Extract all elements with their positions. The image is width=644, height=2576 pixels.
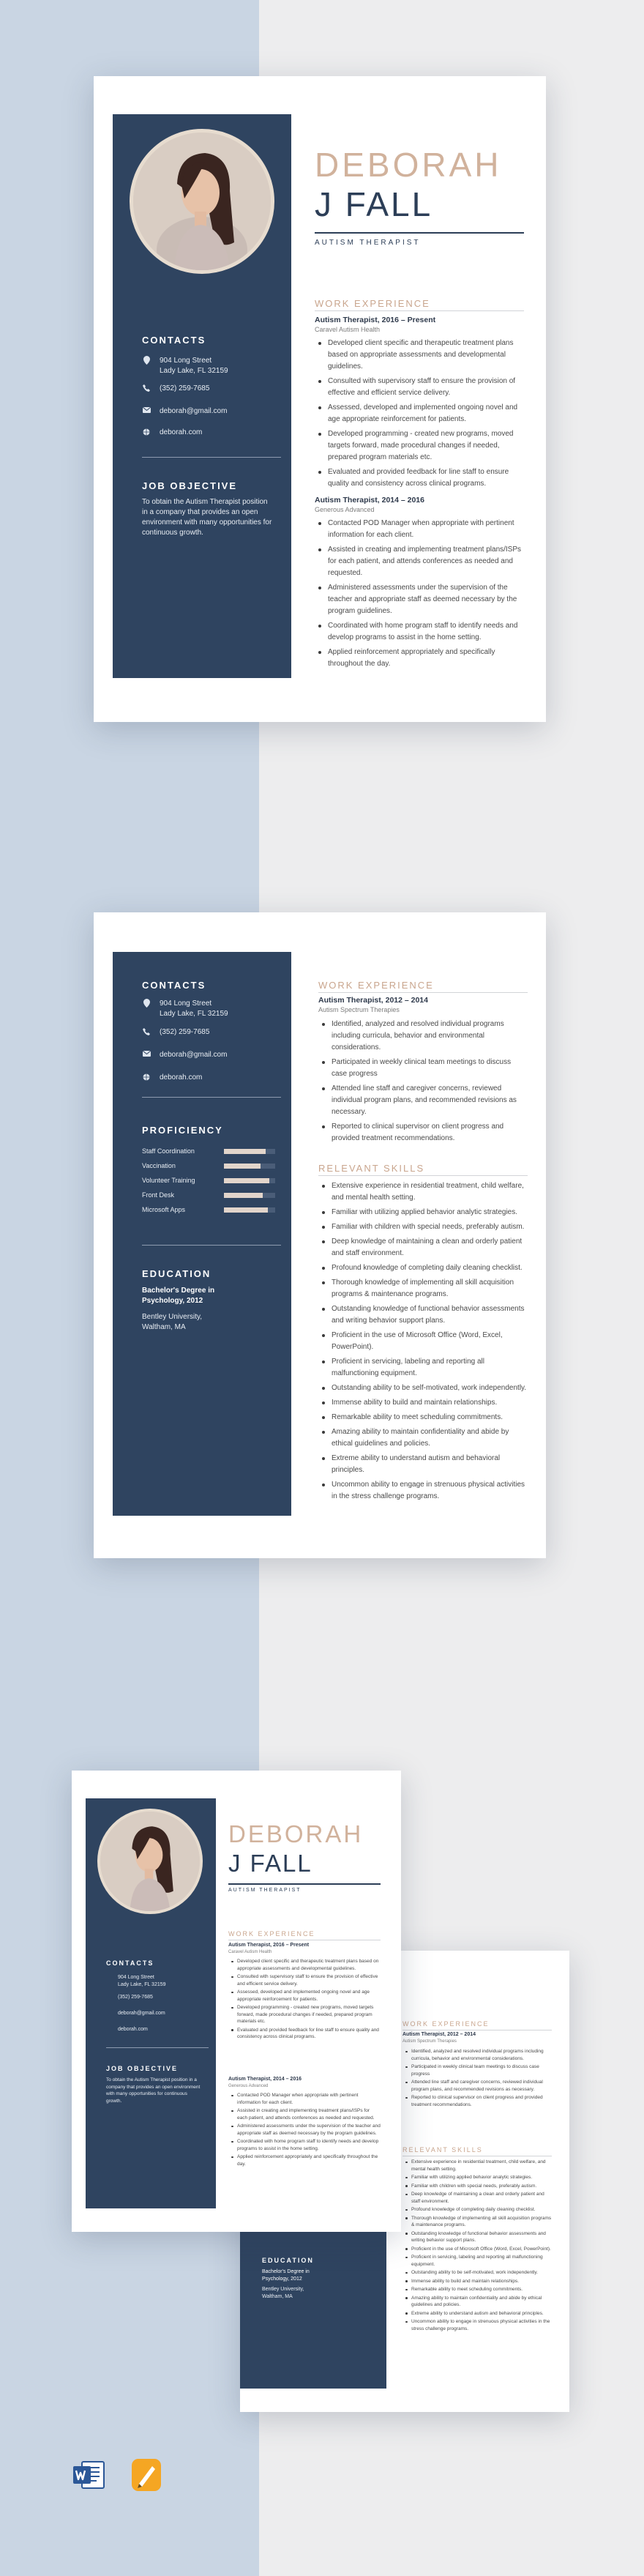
email-row [142,1051,227,1059]
proficiency-heading: PROFICIENCY [142,1125,223,1136]
address [118,1974,166,1989]
bullet-item: Applied reinforcement appropriately and specifically throughout the day. [328,647,524,670]
proficiency-bar [224,1164,275,1169]
bullet-item: Consulted with supervisory staff to ensure the provision of effective and efficient service delivery. [237,1973,381,1987]
website-row [142,428,202,436]
job1-bullets [237,1958,381,2042]
proficiency-label: Microsoft Apps [142,1206,186,1213]
bullet-item: Extensive experience in residential treatment, child welfare, and mental health setting. [332,1180,528,1204]
bullet-item: Extreme ability to understand autism and behavioral principles. [332,1453,528,1476]
bullet-item: Evaluated and provided feedback for line staff to ensure quality and consistency across clinical programs. [328,466,524,490]
profile-photo [97,1809,203,1914]
bullet-item: Outstanding ability to be self-motivated, work independently. [332,1382,528,1394]
bullet-item: Extreme ability to understand autism and behavioral principles. [411,2310,552,2318]
bullet-item: Familiar with children with special needs, preferably autism. [411,2183,552,2190]
sidebar [113,114,291,678]
sidebar [86,1798,216,2208]
bullet-item: Reported to clinical supervisor on client progress and provided treatment recommendations. [332,1121,528,1144]
bullet-item: Proficient in the use of Microsoft Office (Word, Excel, PowerPoint). [332,1330,528,1353]
proficiency-row [142,1144,275,1158]
bullet-item: Coordinated with home program staff to identify needs and develop programs to assist in the home setting. [328,620,524,644]
school-line1: Bentley University, [142,1313,203,1321]
bullet-item: Outstanding knowledge of functional behavior assessments and writing behavior support plans. [332,1303,528,1327]
work-heading: WORK EXPERIENCE [315,298,430,309]
job2-bullets [328,518,524,673]
job3-title: Autism Therapist, 2012 – 2014 [318,996,428,1005]
degree-line1: Bachelor's Degree in [142,1287,215,1295]
bullet-item: Evaluated and provided feedback for line staff to ensure quality and consistency across clinical programs. [237,2027,381,2041]
sidebar-divider [142,1097,281,1098]
bullet-item: Uncommon ability to engage in strenuous physical activities in the stress challenge programs. [411,2318,552,2332]
job1-title: Autism Therapist, 2016 – Present [228,1943,310,1948]
skills-heading: RELEVANT SKILLS [318,1163,425,1174]
job2-bullets [237,2092,381,2169]
bullet-item: Developed client specific and therapeutic treatment plans based on appropriate assessments and developmental guidelines. [237,1958,381,1972]
work-heading: WORK EXPERIENCE [318,980,434,991]
proficiency-fill [224,1207,268,1213]
portrait-illustration [100,1812,200,1911]
name-last: J FALL [315,185,433,223]
bullet-item: Familiar with utilizing applied behavior analytic strategies. [411,2174,552,2181]
bullet-item: Outstanding ability to be self-motivated, work independently. [411,2269,552,2277]
bullet-item: Uncommon ability to engage in strenuous physical activities in the stress challenge programs. [332,1479,528,1503]
address-line1: 904 Long Street [160,357,212,365]
phone-icon [142,384,151,392]
work-rule [315,310,524,311]
job2-title: Autism Therapist, 2014 – 2016 [315,496,424,505]
bullet-item: Assessed, developed and implemented ongoing novel and age appropriate reinforcement for patients. [237,1989,381,2003]
bullet-item: Consulted with supervisory staff to ensure the provision of effective and efficient service delivery. [328,376,524,399]
bullet-item: Deep knowledge of maintaining a clean and orderly patient and staff environment. [411,2191,552,2205]
phone-text: (352) 259-7685 [160,1028,210,1036]
bullet-item: Coordinated with home program staff to identify needs and develop programs to assist in the home setting. [237,2138,381,2152]
education-heading: EDUCATION [262,2257,314,2264]
globe-icon [142,1073,151,1081]
job2-title: Autism Therapist, 2014 – 2016 [228,2077,302,2082]
address-line2: Lady Lake, FL 32159 [160,367,228,375]
proficiency-label: Volunteer Training [142,1177,195,1184]
name-first: DEBORAH [228,1820,364,1847]
bullet-item: Outstanding knowledge of functional behavior assessments and writing behavior support plans. [411,2230,552,2244]
email-text[interactable]: deborah@gmail.com [160,407,228,415]
job1-company: Caravel Autism Health [228,1950,272,1954]
bullet-item: Participated in weekly clinical team meetings to discuss case progress [332,1057,528,1080]
bullet-item: Developed programming - created new programs, moved targets forward, made procedural changes if needed, prepared program materials etc. [237,2004,381,2025]
name-last: J FALL [228,1850,312,1877]
job-title: AUTISM THERAPIST [315,239,421,247]
degree-line2: Psychology, 2012 [262,2277,302,2282]
proficiency-bar [224,1149,275,1154]
school [142,1312,202,1333]
phone-row [142,384,209,392]
proficiency-bar [224,1207,275,1213]
school-line2: Waltham, MA [142,1323,186,1331]
website-text[interactable]: deborah.com [118,2027,148,2032]
sidebar-divider [142,457,281,458]
bullet-item: Thorough knowledge of implementing all skill acquisition programs & maintenance programs. [411,2215,552,2227]
proficiency-row [142,1173,275,1188]
email-icon [142,407,151,413]
bullet-item: Contacted POD Manager when appropriate with pertinent information for each client. [328,518,524,541]
bullet-item: Assisted in creating and implementing treatment plans/ISPs for each patient, and attends conferences as needed and requested. [237,2107,381,2121]
proficiency-fill [224,1193,263,1198]
job3-bullets [411,2048,552,2110]
phone-row [142,1028,209,1036]
website-text[interactable]: deborah.com [160,1073,203,1082]
bullet-item: Profound knowledge of completing daily cleaning checklist. [411,2206,552,2214]
name-first: DEBORAH [315,146,502,184]
resume-page-2 [94,912,546,1558]
bullet-item: Remarkable ability to meet scheduling commitments. [332,1412,528,1423]
bullet-item: Identified, analyzed and resolved individual programs including curricula, behavior and environmental considerations. [411,2048,552,2062]
proficiency-fill [224,1149,266,1154]
bullet-item: Amazing ability to maintain confidentiality and abide by ethical guidelines and policies. [332,1426,528,1450]
bullet-item: Deep knowledge of maintaining a clean and orderly patient and staff environment. [332,1236,528,1259]
phone-icon [142,1028,151,1035]
profile-photo [130,129,274,274]
thumbnail-page-1 [72,1771,401,2232]
bullet-item: Familiar with utilizing applied behavior analytic strategies. [332,1207,528,1218]
job3-title: Autism Therapist, 2012 – 2014 [402,2032,476,2037]
skills-heading: RELEVANT SKILLS [402,2146,483,2154]
address-line1: 904 Long Street [118,1975,154,1980]
bullet-item: Extensive experience in residential treatment, child welfare, and mental health setting. [411,2159,552,2173]
contacts-heading: CONTACTS [106,1959,154,1967]
job2-company: Generous Advanced [315,506,375,513]
job1-company: Caravel Autism Health [315,326,381,333]
job1-title: Autism Therapist, 2016 – Present [315,316,436,324]
website-row [142,1073,202,1082]
email-row [142,407,227,415]
bullet-item: Amazing ability to maintain confidentiality and abide by ethical guidelines and policies. [411,2295,552,2309]
bullet-item: Proficient in servicing, labeling and reporting all malfunctioning equipment. [332,1356,528,1380]
bullet-item: Immense ability to build and maintain relationships. [332,1397,528,1409]
phone-text: (352) 259-7685 [118,1995,153,2000]
address-line1: 904 Long Street [160,999,212,1008]
proficiency-row [142,1188,275,1202]
degree-line1: Bachelor's Degree in [262,2269,310,2274]
address-row [142,999,228,1019]
objective-text: To obtain the Autism Therapist position in a company that provides an open environment with many opportunities for continuous growth. [106,2077,201,2104]
proficiency-label: Vaccination [142,1162,176,1169]
phone-text: (352) 259-7685 [160,384,210,392]
pages-icon[interactable] [129,2456,165,2494]
email-icon [142,1051,151,1057]
sidebar-divider [106,2047,209,2048]
bullet-item: Immense ability to build and maintain relationships. [411,2278,552,2285]
email-text[interactable]: deborah@gmail.com [118,2011,165,2016]
education-heading: EDUCATION [142,1268,211,1279]
degree [262,2268,310,2283]
proficiency-fill [224,1164,261,1169]
bullet-item: Participated in weekly clinical team meetings to discuss case progress [411,2063,552,2077]
address-row [142,356,228,376]
degree [142,1286,214,1306]
address-line2: Lady Lake, FL 32159 [160,1010,228,1018]
bullet-item: Attended line staff and caregiver concerns, reviewed individual program plans, and recommended revisions as necessary. [332,1083,528,1118]
skills-rule [318,1175,528,1176]
proficiency-row [142,1202,275,1217]
bullet-item: Identified, analyzed and resolved individual programs including curricula, behavior and environmental considerations. [332,1019,528,1054]
bullet-item: Administered assessments under the supervision of the teacher and appropriate staff as deemed necessary by the program guidelines. [237,2123,381,2136]
job3-company: Autism Spectrum Therapies [402,2039,457,2044]
globe-icon [142,428,151,436]
school-line1: Bentley University, [262,2287,304,2292]
job3-bullets [332,1019,528,1147]
bullet-item: Developed client specific and therapeutic treatment plans based on appropriate assessments and developmental guidelines. [328,338,524,373]
bullet-item: Contacted POD Manager when appropriate with pertinent information for each client. [237,2092,381,2106]
work-heading: WORK EXPERIENCE [402,2020,490,2028]
proficiency-fill [224,1178,269,1183]
bullet-item: Attended line staff and caregiver concerns, reviewed individual program plans, and recommended revisions as necessary. [411,2079,552,2093]
job2-company: Generous Advanced [228,2084,269,2088]
title-rule [228,1883,381,1885]
proficiency-bar [224,1193,275,1198]
sidebar-divider [142,1245,281,1246]
bullet-item: Reported to clinical supervisor on client progress and provided treatment recommendations. [411,2094,552,2108]
email-text[interactable]: deborah@gmail.com [160,1051,228,1059]
objective-text: To obtain the Autism Therapist position in a company that provides an open environment with many opportunities for continuous growth. [142,498,272,537]
objective-heading: JOB OBJECTIVE [106,2065,179,2072]
skills-bullets [411,2159,552,2334]
school-line2: Waltham, MA [262,2294,293,2299]
proficiency-label: Staff Coordination [142,1147,195,1155]
job3-company: Autism Spectrum Therapies [318,1006,400,1013]
location-icon [142,999,151,1008]
work-heading: WORK EXPERIENCE [228,1930,315,1937]
bullet-item: Proficient in servicing, labeling and reporting all malfunctioning equipment. [411,2254,552,2268]
word-icon[interactable] [72,2457,107,2493]
bullet-item: Familiar with children with special needs, preferably autism. [332,1221,528,1233]
bullet-item: Assisted in creating and implementing treatment plans/ISPs for each patient, and attends conferences as needed and requested. [328,544,524,579]
website-text[interactable]: deborah.com [160,428,203,436]
job-title: AUTISM THERAPIST [228,1888,302,1893]
proficiency-row [142,1158,275,1173]
objective-heading: JOB OBJECTIVE [142,480,238,491]
bullet-item: Assessed, developed and implemented ongoing novel and age appropriate reinforcement for patients. [328,402,524,425]
work-rule [318,992,528,993]
bullet-item: Administered assessments under the supervision of the teacher and appropriate staff as deemed necessary by the program guidelines. [328,582,524,617]
degree-line2: Psychology, 2012 [142,1297,203,1305]
proficiency-list [142,1144,275,1217]
school [262,2286,304,2301]
sidebar [113,952,291,1516]
skills-bullets [332,1180,528,1505]
bullet-item: Remarkable ability to meet scheduling commitments. [411,2286,552,2293]
proficiency-label: Front Desk [142,1191,175,1199]
contacts-heading: CONTACTS [142,980,206,991]
bullet-item: Developed programming - created new programs, moved targets forward, made procedural changes if needed, prepared program materials etc. [328,428,524,464]
proficiency-bar [224,1178,275,1183]
location-icon [142,356,151,365]
portrait-illustration [133,133,271,270]
resume-page-1 [94,76,546,722]
title-rule [315,232,524,234]
bullet-item: Profound knowledge of completing daily cleaning checklist. [332,1262,528,1274]
bullet-item: Proficient in the use of Microsoft Office (Word, Excel, PowerPoint). [411,2246,551,2252]
bullet-item: Thorough knowledge of implementing all skill acquisition programs & maintenance programs. [332,1277,528,1300]
contacts-heading: CONTACTS [142,335,206,346]
job1-bullets [328,338,524,493]
bullet-item: Applied reinforcement appropriately and specifically throughout the day. [237,2154,381,2167]
address-line2: Lady Lake, FL 32159 [118,1982,166,1987]
